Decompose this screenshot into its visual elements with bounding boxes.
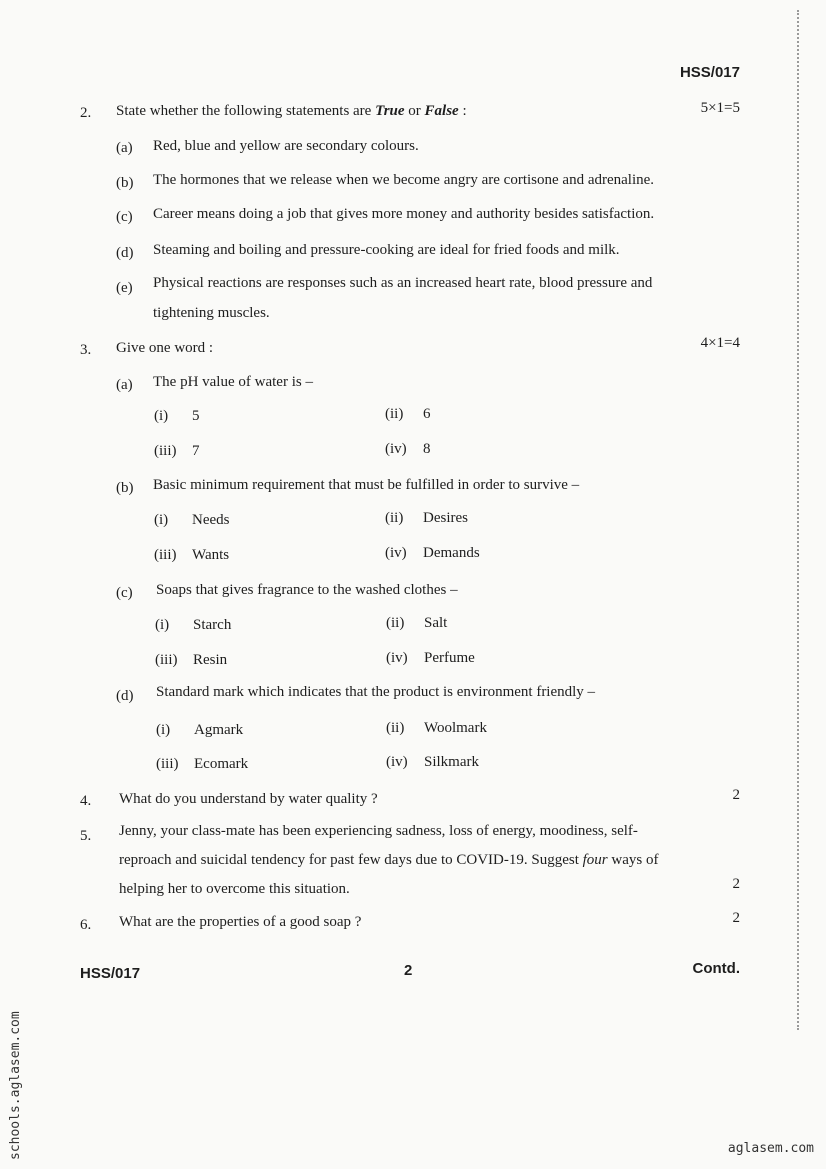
q2-instruction: State whether the following statements are True or False : [116,103,467,119]
q3a-label: (a) [116,377,133,393]
q3d-option-iv: (iv) Silkmark [386,754,479,770]
q3a-option-ii: (ii) 6 [385,406,431,422]
q3d-option-iii: (iii) Ecomark [156,756,249,772]
q4-number: 4. [80,793,92,809]
q3c-option-i: (i) Starch [155,617,232,633]
q3d-option-ii: (ii) Woolmark [386,720,487,736]
page-number: 2 [404,962,413,979]
q2-number: 2. [80,105,92,121]
q2-marks: 5×1=5 [700,100,740,116]
q6-text: What are the properties of a good soap ? [119,914,362,930]
q2c-label: (c) [116,209,133,225]
q3a-option-i: (i) 5 [154,408,200,424]
q3b-option-ii: (ii) Desires [385,510,468,526]
paper-code-header: HSS/017 [679,64,740,81]
q3-number: 3. [80,342,92,358]
q3b-option-i: (i) Needs [154,512,230,528]
q3c-option-iv: (iv) Perfume [386,650,475,666]
q5-marks: 2 [732,876,740,892]
bottom-watermark: aglasem.com [727,1141,814,1156]
q3b-text: Basic minimum requirement that must be fulfilled in order to survive – [153,477,580,493]
contd-label: Contd. [692,960,740,977]
side-watermark: schools.aglasem.com [8,1011,23,1160]
q3a-option-iii: (iii) 7 [154,443,200,459]
q4-text: What do you understand by water quality ? [119,791,378,807]
q2c-text: Career means doing a job that gives more money and authority besides satisfaction. [153,206,655,222]
q3c-option-ii: (ii) Salt [386,615,448,631]
true-word: True [375,103,405,119]
q5-text: Jenny, your class-mate has been experiencing sadness, loss of energy, moodiness, self- reproach and suicidal tendency for past few days due to COVID-19. Suggest four ways of helping her to overcome this situation. [119,823,659,897]
q2e-text: Physical reactions are responses such as an increased heart rate, blood pressure and [153,275,653,291]
q3c-text: Soaps that gives fragrance to the washed clothes – [156,582,458,598]
q2e-label: (e) [116,280,133,296]
q3-instruction: Give one word : [116,340,214,356]
q2b-label: (b) [116,175,134,191]
q3c-option-iii: (iii) Resin [155,652,228,668]
q3-marks: 4×1=4 [700,335,740,351]
q6-marks: 2 [732,910,740,926]
q6-number: 6. [80,917,92,933]
q3d-text: Standard mark which indicates that the product is environment friendly – [156,684,596,700]
q3a-option-iv: (iv) 8 [385,441,431,457]
q5-number: 5. [80,828,92,844]
q2d-label: (d) [116,245,134,261]
footer-paper-code: HSS/017 [80,965,141,982]
q2d-text: Steaming and boiling and pressure-cooking are ideal for fried foods and milk. [153,242,620,258]
q3d-option-i: (i) Agmark [156,722,244,738]
q3a-text: The pH value of water is – [153,374,313,390]
q3b-label: (b) [116,480,134,496]
q2e-text-cont: tightening muscles. [153,305,270,321]
q3c-label: (c) [116,585,133,601]
false-word: False [424,103,459,119]
q3b-option-iv: (iv) Demands [385,545,480,561]
q3b-option-iii: (iii) Wants [154,547,230,563]
q4-marks: 2 [732,787,740,803]
q2b-text: The hormones that we release when we become angry are cortisone and adrenaline. [153,172,655,188]
page-edge-line [797,10,802,1030]
q2a-text: Red, blue and yellow are secondary colours. [153,138,419,154]
q2a-label: (a) [116,140,133,156]
q3d-label: (d) [116,688,134,704]
